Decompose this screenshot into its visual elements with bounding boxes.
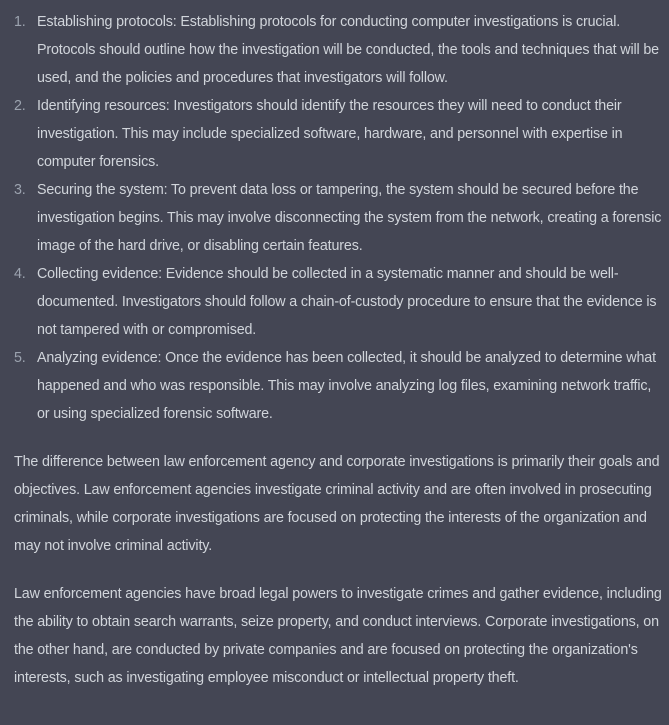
investigation-steps-list bbox=[14, 8, 666, 428]
list-item bbox=[14, 260, 666, 344]
list-item-number: 2. bbox=[14, 98, 26, 114]
list-item bbox=[14, 344, 666, 428]
paragraph-investigation-differences: The difference between law enforcement agency and corporate investigations is primarily their goals and objectives. Law enforcement agencies investigate criminal activity and are often involved in prosecuting criminals, while corporate investigations are focused on protecting the interests of the organization and may not involve criminal activity. bbox=[14, 454, 660, 554]
list-item-text: Securing the system: To prevent data loss or tampering, the system should be secured before the investigation begins. This may involve disconnecting the system from the network, creating a forensic image of the hard drive, or disabling certain features. bbox=[37, 182, 662, 254]
list-item-text: Collecting evidence: Evidence should be collected in a systematic manner and should be well-documented. Investigators should follow a chain-of-custody procedure to ensure that the evidence is not tampered with or compromised. bbox=[37, 266, 657, 338]
list-item bbox=[14, 8, 666, 92]
paragraph-legal-powers: Law enforcement agencies have broad legal powers to investigate crimes and gather evidence, including the ability to obtain search warrants, seize property, and conduct interviews. Corporate investigations, on the other hand, are conducted by private companies and are focused on protecting the organization's interests, such as investigating employee misconduct or intellectual property theft. bbox=[14, 586, 662, 686]
list-item-text: Identifying resources: Investigators should identify the resources they will need to conduct their investigation. This may include specialized software, hardware, and personnel with expertise in computer forensics. bbox=[37, 98, 623, 170]
list-item bbox=[14, 92, 666, 176]
list-item-text: Establishing protocols: Establishing protocols for conducting computer investigations is crucial. Protocols should outline how the investigation will be conducted, the tools and techniques that will be used, and the policies and procedures that investigators will follow. bbox=[37, 14, 659, 86]
list-item-number: 5. bbox=[14, 350, 26, 366]
list-item-text: Analyzing evidence: Once the evidence has been collected, it should be analyzed to determine what happened and who was responsible. This may involve analyzing log files, examining network traffic, or using specialized forensic software. bbox=[37, 350, 656, 422]
list-item-number: 3. bbox=[14, 182, 26, 198]
list-item bbox=[14, 176, 666, 260]
list-item-number: 4. bbox=[14, 266, 26, 282]
list-item-number: 1. bbox=[14, 14, 26, 30]
